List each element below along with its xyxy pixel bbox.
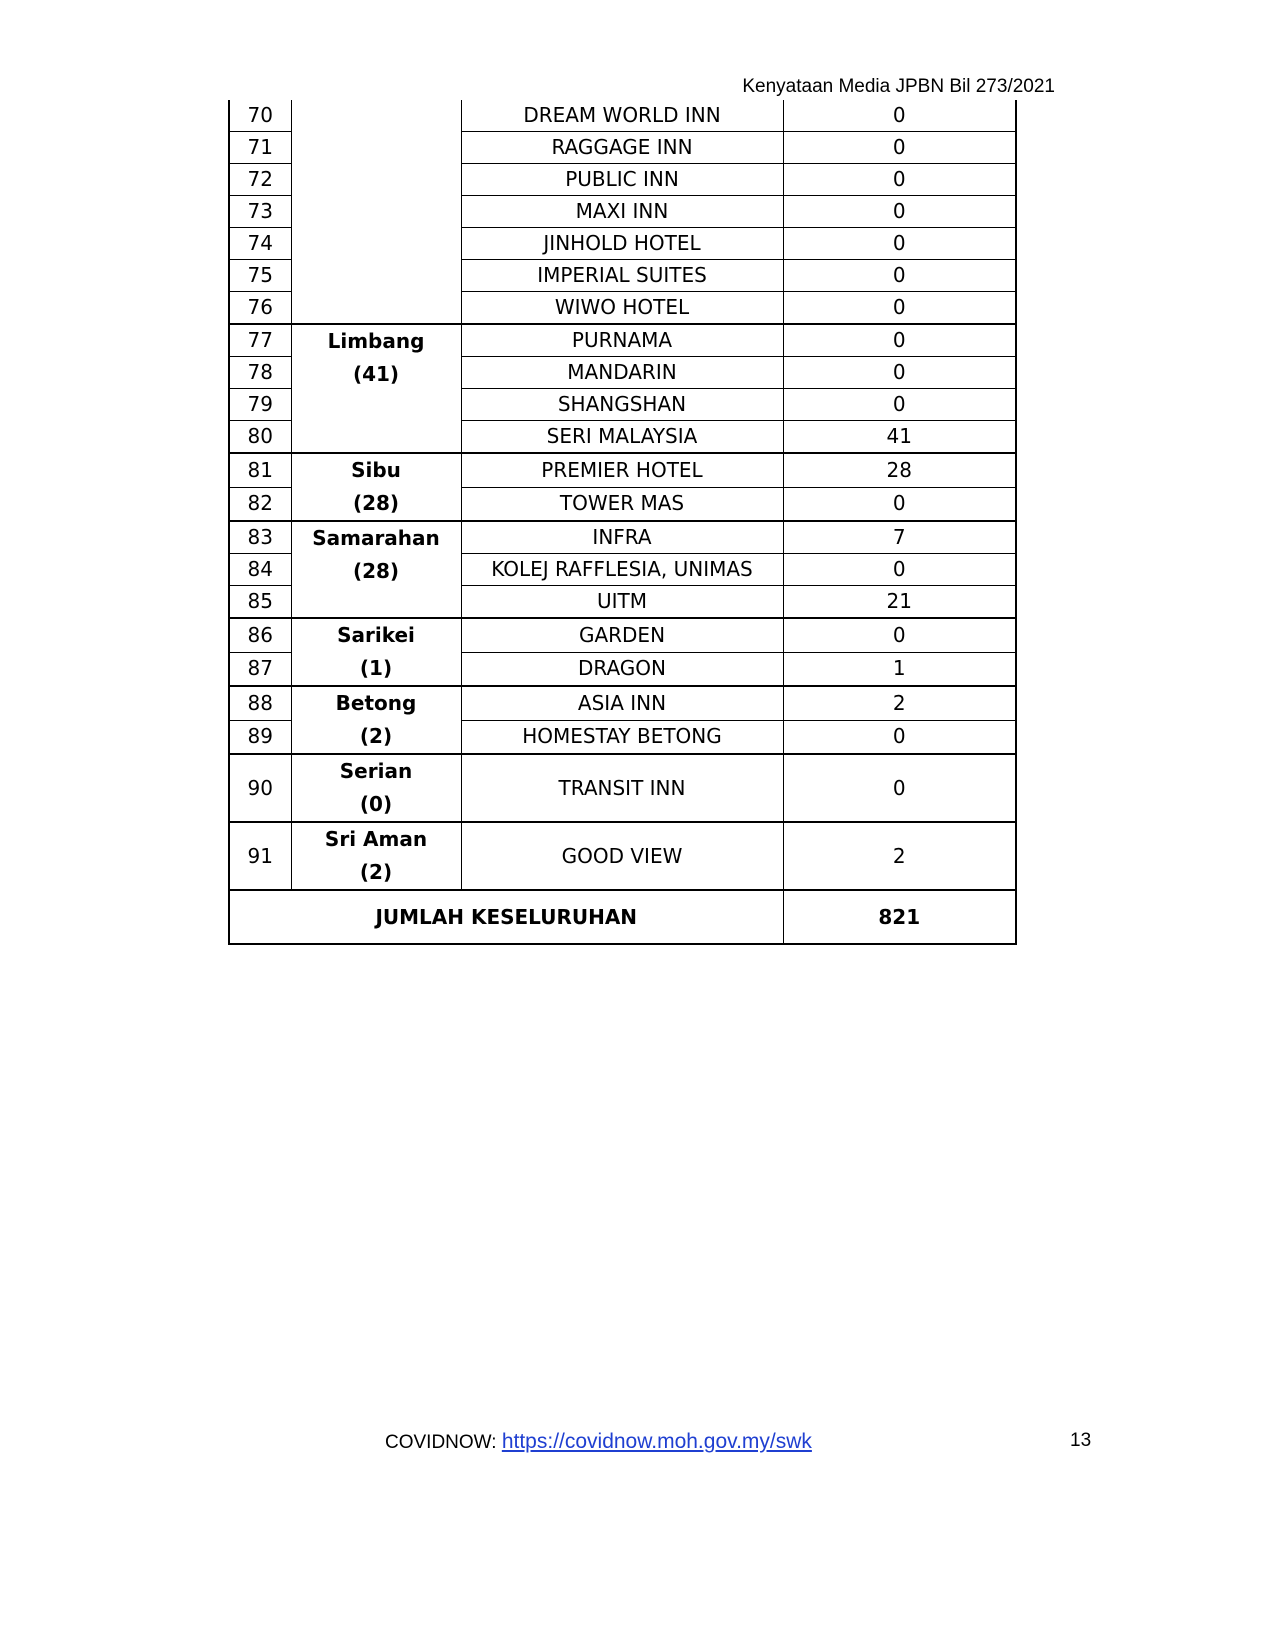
case-count: 7 [783, 521, 1016, 554]
table-row [229, 822, 1016, 890]
hotel-name: HOMESTAY BETONG [461, 720, 783, 754]
total-row [229, 890, 1016, 944]
case-count: 0 [783, 754, 1016, 822]
row-number: 73 [229, 196, 291, 228]
row-number: 88 [229, 686, 291, 720]
document-reference: Kenyataan Media JPBN Bil 273/2021 [742, 76, 1055, 97]
case-count: 0 [783, 389, 1016, 421]
case-count: 0 [783, 292, 1016, 325]
row-number: 91 [229, 822, 291, 890]
row-number: 85 [229, 586, 291, 619]
case-count: 1 [783, 652, 1016, 686]
case-count: 0 [783, 260, 1016, 292]
row-number: 89 [229, 720, 291, 754]
district-cell [291, 521, 461, 618]
case-count: 0 [783, 100, 1016, 132]
district-name: Sri Aman [324, 827, 428, 851]
table-row [229, 324, 1016, 357]
table-row [229, 618, 1016, 652]
district-total: (2) [359, 724, 393, 748]
total-value: 821 [783, 890, 1016, 944]
district-name: Sarikei [337, 623, 415, 647]
hotel-name: TRANSIT INN [461, 754, 783, 822]
hotel-name: JINHOLD HOTEL [461, 228, 783, 260]
case-count: 2 [783, 686, 1016, 720]
row-number: 80 [229, 421, 291, 454]
hotel-name: ASIA INN [461, 686, 783, 720]
covidnow-link[interactable]: https://covidnow.moh.gov.my/swk [501, 1430, 812, 1453]
case-count: 0 [783, 554, 1016, 586]
table-row [229, 686, 1016, 720]
hotel-name: WIWO HOTEL [461, 292, 783, 325]
case-count: 41 [783, 421, 1016, 454]
hotel-name: MANDARIN [461, 357, 783, 389]
district-cell [291, 822, 461, 890]
district-total: (28) [352, 491, 400, 515]
district-cell [291, 324, 461, 453]
hotel-name: DRAGON [461, 652, 783, 686]
district-cell [291, 100, 461, 324]
district-cell [291, 686, 461, 754]
hotel-name: UITM [461, 586, 783, 619]
table-row [229, 754, 1016, 822]
district-cell [291, 618, 461, 686]
row-number: 83 [229, 521, 291, 554]
hotel-name: PUBLIC INN [461, 164, 783, 196]
row-number: 90 [229, 754, 291, 822]
case-count: 0 [783, 228, 1016, 260]
row-number: 76 [229, 292, 291, 325]
row-number: 78 [229, 357, 291, 389]
case-count: 0 [783, 720, 1016, 754]
hotel-name: MAXI INN [461, 196, 783, 228]
district-total: (0) [359, 792, 393, 816]
row-number: 74 [229, 228, 291, 260]
district-cell [291, 754, 461, 822]
hotel-name: PREMIER HOTEL [461, 453, 783, 487]
footer [385, 1430, 812, 1454]
case-count: 21 [783, 586, 1016, 619]
district-total: (28) [352, 559, 400, 583]
hotel-name: KOLEJ RAFFLESIA, UNIMAS [461, 554, 783, 586]
case-count: 0 [783, 132, 1016, 164]
district-total: (41) [352, 362, 400, 386]
hotel-name: DREAM WORLD INN [461, 100, 783, 132]
case-count: 28 [783, 453, 1016, 487]
case-count: 0 [783, 487, 1016, 521]
row-number: 86 [229, 618, 291, 652]
case-count: 2 [783, 822, 1016, 890]
row-number: 75 [229, 260, 291, 292]
footer-label: COVIDNOW: [385, 1432, 502, 1453]
row-number: 79 [229, 389, 291, 421]
hotel-name: GOOD VIEW [461, 822, 783, 890]
row-number: 82 [229, 487, 291, 521]
row-number: 72 [229, 164, 291, 196]
row-number: 77 [229, 324, 291, 357]
hotel-name: GARDEN [461, 618, 783, 652]
table-row [229, 100, 1016, 132]
row-number: 70 [229, 100, 291, 132]
district-name: Limbang [327, 329, 425, 353]
hotel-name: RAGGAGE INN [461, 132, 783, 164]
case-count: 0 [783, 164, 1016, 196]
table-row [229, 521, 1016, 554]
district-total: (2) [359, 860, 393, 884]
hotel-name: IMPERIAL SUITES [461, 260, 783, 292]
hotel-name: INFRA [461, 521, 783, 554]
case-count: 0 [783, 324, 1016, 357]
hotel-name: TOWER MAS [461, 487, 783, 521]
district-name: Serian [339, 759, 413, 783]
district-name: Sibu [351, 458, 401, 482]
case-count: 0 [783, 357, 1016, 389]
quarantine-hotel-table [228, 100, 1017, 945]
case-count: 0 [783, 196, 1016, 228]
hotel-name: SHANGSHAN [461, 389, 783, 421]
row-number: 87 [229, 652, 291, 686]
district-name: Samarahan [312, 526, 440, 550]
page-number: 13 [1070, 1430, 1092, 1451]
case-count: 0 [783, 618, 1016, 652]
hotel-name: SERI MALAYSIA [461, 421, 783, 454]
district-cell [291, 453, 461, 521]
row-number: 71 [229, 132, 291, 164]
row-number: 84 [229, 554, 291, 586]
row-number: 81 [229, 453, 291, 487]
table-row [229, 453, 1016, 487]
district-total: (1) [359, 656, 393, 680]
district-name: Betong [335, 691, 417, 715]
total-label: JUMLAH KESELURUHAN [229, 890, 783, 944]
hotel-name: PURNAMA [461, 324, 783, 357]
